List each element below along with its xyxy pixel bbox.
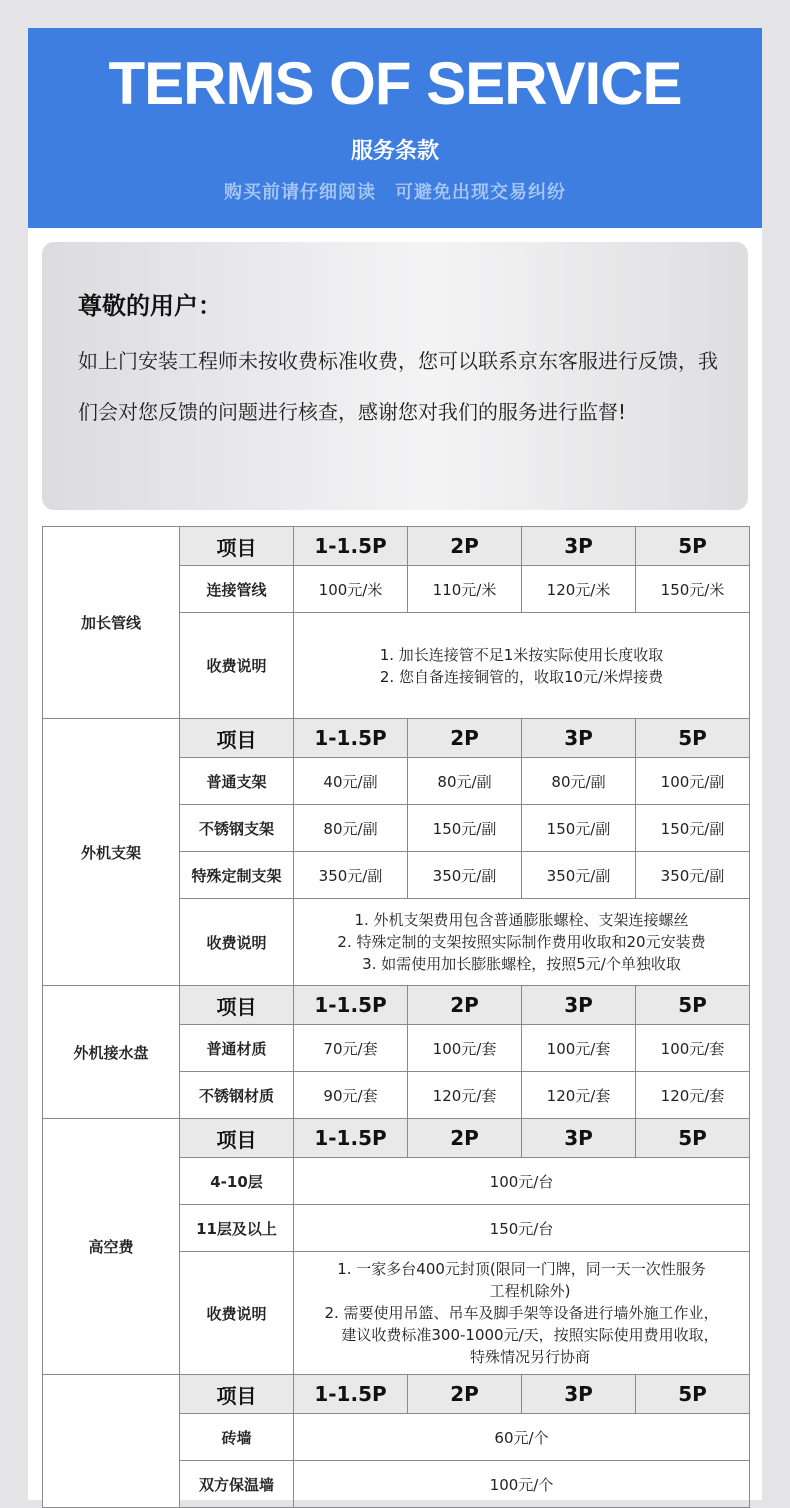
notes-label: 收费说明 bbox=[180, 899, 294, 986]
row-label: 特殊定制支架 bbox=[180, 852, 294, 899]
row-label: 普通支架 bbox=[180, 758, 294, 805]
row-label: 连接管线 bbox=[180, 566, 294, 613]
price-cell: 100元/套 bbox=[636, 1025, 750, 1072]
note-line: 工程机除外) bbox=[489, 1282, 571, 1300]
header-size: 5P bbox=[636, 1375, 750, 1414]
header-size: 2P bbox=[408, 1375, 522, 1414]
category-cell: 外机接水盘 bbox=[43, 986, 180, 1119]
header-item: 项目 bbox=[180, 527, 294, 566]
price-cell: 350元/副 bbox=[294, 852, 408, 899]
table-header-row bbox=[43, 1119, 750, 1158]
price-cell: 70元/套 bbox=[294, 1025, 408, 1072]
header-size: 2P bbox=[408, 719, 522, 758]
note-line: 1. 外机支架费用包含普通膨胀螺栓、支架连接螺丝 bbox=[354, 911, 689, 929]
header-size: 2P bbox=[408, 527, 522, 566]
row-label: 4-10层 bbox=[180, 1158, 294, 1205]
notes-cell bbox=[294, 1252, 750, 1375]
header-item: 项目 bbox=[180, 1119, 294, 1158]
notice-body: 如上门安装工程师未按收费标准收费，您可以联系京东客服进行反馈，我们会对您反馈的问题进行核查，感谢您对我们的服务进行监督! bbox=[78, 349, 718, 424]
notes-label: 收费说明 bbox=[180, 1252, 294, 1375]
header-size: 1-1.5P bbox=[294, 719, 408, 758]
notes-label: 收费说明 bbox=[180, 613, 294, 719]
note-line: 2. 特殊定制的支架按照实际制作费用收取和20元安装费 bbox=[337, 933, 706, 951]
price-cell: 80元/副 bbox=[522, 758, 636, 805]
price-cell: 80元/副 bbox=[294, 805, 408, 852]
row-label: 不锈钢支架 bbox=[180, 805, 294, 852]
header-size: 3P bbox=[522, 1375, 636, 1414]
note-line: 特殊情况另行协商 bbox=[469, 1348, 590, 1366]
header-size: 2P bbox=[408, 986, 522, 1025]
price-cell: 350元/副 bbox=[522, 852, 636, 899]
price-cell: 150元/米 bbox=[636, 566, 750, 613]
price-cell: 150元/副 bbox=[636, 805, 750, 852]
header-size: 3P bbox=[522, 1119, 636, 1158]
notice-card bbox=[42, 242, 748, 510]
header-size: 3P bbox=[522, 719, 636, 758]
row-label: 砖墙 bbox=[180, 1414, 294, 1461]
note-line: 建议收费标准300-1000元/天，按照实际使用费用收取， bbox=[341, 1326, 719, 1344]
header-size: 3P bbox=[522, 527, 636, 566]
header-size: 1-1.5P bbox=[294, 527, 408, 566]
header-size: 3P bbox=[522, 986, 636, 1025]
price-cell: 100元/个 bbox=[294, 1461, 750, 1508]
price-cell: 120元/套 bbox=[408, 1072, 522, 1119]
price-cell: 120元/套 bbox=[522, 1072, 636, 1119]
notice-heading: 尊敬的用户： bbox=[78, 292, 222, 320]
table-header-row bbox=[43, 719, 750, 758]
header-size: 5P bbox=[636, 527, 750, 566]
banner-subtitle: 服务条款 bbox=[350, 139, 439, 164]
price-cell: 120元/米 bbox=[522, 566, 636, 613]
category-cell: 外机支架 bbox=[43, 719, 180, 986]
fee-table bbox=[42, 526, 750, 1508]
header-size: 5P bbox=[636, 1119, 750, 1158]
table-header-row bbox=[43, 986, 750, 1025]
price-cell: 150元/副 bbox=[522, 805, 636, 852]
price-cell: 100元/台 bbox=[294, 1158, 750, 1205]
price-cell: 110元/米 bbox=[408, 566, 522, 613]
banner-title: TERMS OF SERVICE bbox=[108, 50, 682, 117]
table-header-row bbox=[43, 527, 750, 566]
header-size: 1-1.5P bbox=[294, 1375, 408, 1414]
price-cell: 100元/米 bbox=[294, 566, 408, 613]
notes-cell bbox=[294, 899, 750, 986]
row-label: 11层及以上 bbox=[180, 1205, 294, 1252]
header-size: 1-1.5P bbox=[294, 986, 408, 1025]
notes-cell bbox=[294, 613, 750, 719]
header-size: 5P bbox=[636, 719, 750, 758]
row-label: 双方保温墙 bbox=[180, 1461, 294, 1508]
price-cell: 350元/副 bbox=[408, 852, 522, 899]
price-cell: 120元/套 bbox=[636, 1072, 750, 1119]
header-item: 项目 bbox=[180, 1375, 294, 1414]
price-cell: 150元/台 bbox=[294, 1205, 750, 1252]
note-line: 2. 您自备连接铜管的，收取10元/米焊接费 bbox=[379, 667, 664, 686]
price-cell: 100元/套 bbox=[408, 1025, 522, 1072]
header-item: 项目 bbox=[180, 719, 294, 758]
price-cell: 90元/套 bbox=[294, 1072, 408, 1119]
price-cell: 100元/套 bbox=[522, 1025, 636, 1072]
header-size: 2P bbox=[408, 1119, 522, 1158]
price-cell: 80元/副 bbox=[408, 758, 522, 805]
category-cell bbox=[43, 1375, 180, 1508]
price-cell: 350元/副 bbox=[636, 852, 750, 899]
price-cell: 60元/个 bbox=[294, 1414, 750, 1461]
table-header-row bbox=[43, 1375, 750, 1414]
row-label: 普通材质 bbox=[180, 1025, 294, 1072]
note-line: 1. 加长连接管不足1米按实际使用长度收取 bbox=[379, 645, 664, 664]
header-size: 1-1.5P bbox=[294, 1119, 408, 1158]
price-cell: 40元/副 bbox=[294, 758, 408, 805]
banner-note: 购买前请仔细阅读 可避免出现交易纠纷 bbox=[224, 182, 566, 203]
category-cell: 高空费 bbox=[43, 1119, 180, 1375]
price-cell: 150元/副 bbox=[408, 805, 522, 852]
terms-page bbox=[28, 28, 762, 1500]
note-line: 2. 需要使用吊篮、吊车及脚手架等设备进行墙外施工作业， bbox=[324, 1304, 719, 1322]
note-line: 1. 一家多台400元封顶(限同一门牌，同一天一次性服务 bbox=[337, 1260, 706, 1278]
header-item: 项目 bbox=[180, 986, 294, 1025]
terms-banner bbox=[28, 28, 762, 228]
note-line: 3. 如需使用加长膨胀螺栓，按照5元/个单独收取 bbox=[362, 955, 681, 973]
price-cell: 100元/副 bbox=[636, 758, 750, 805]
row-label: 不锈钢材质 bbox=[180, 1072, 294, 1119]
header-size: 5P bbox=[636, 986, 750, 1025]
category-cell: 加长管线 bbox=[43, 527, 180, 719]
